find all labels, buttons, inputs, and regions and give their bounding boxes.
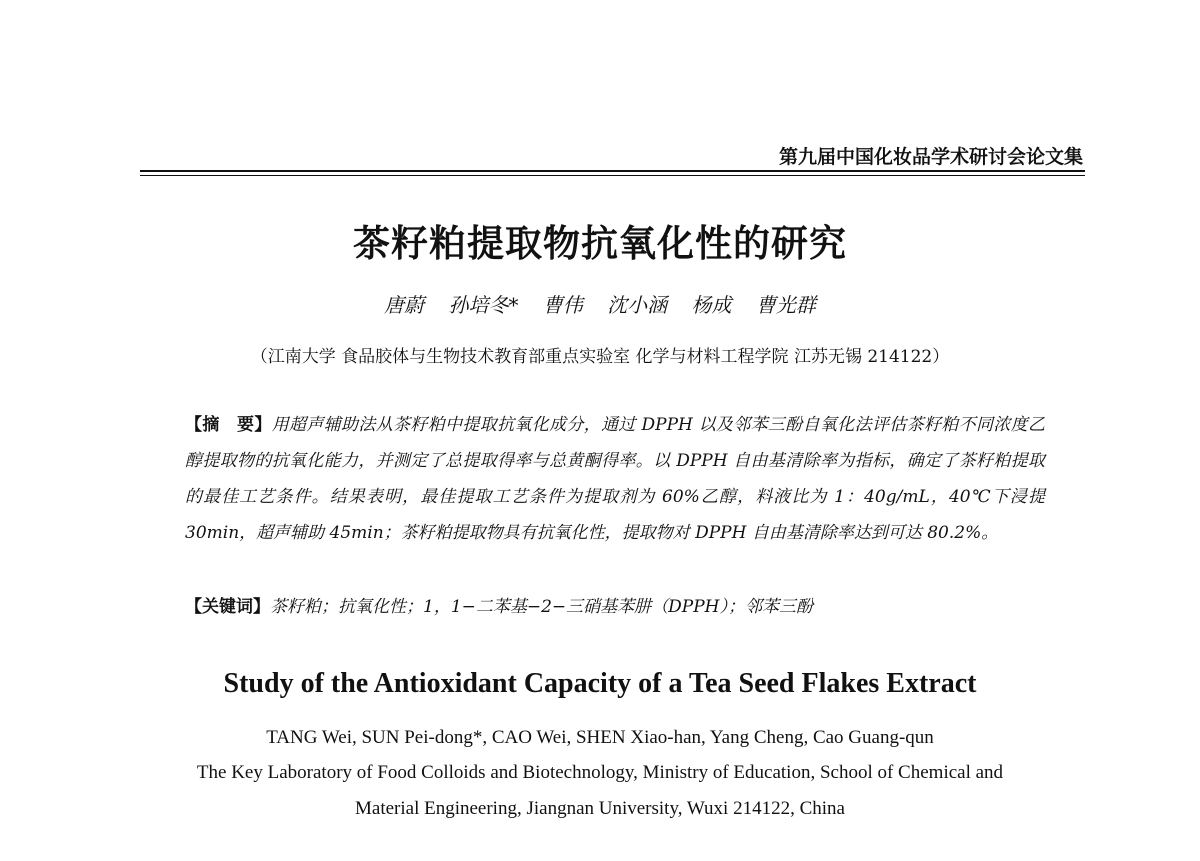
affiliation-cn: （江南大学 食品胶体与生物技术教育部重点实验室 化学与材料工程学院 江苏无锡 214122） xyxy=(250,347,950,367)
affiliation-en-line1: The Key Laboratory of Food Colloids and Biotechnology, Ministry of Education, School of Chemical and xyxy=(196,762,1004,783)
abstract-cn xyxy=(185,407,1045,551)
header-rule xyxy=(140,175,1085,176)
affiliation-en-line2: Material Engineering, Jiangnan University, Wuxi 214122, China xyxy=(355,798,845,819)
abstract-text: 用超声辅助法从茶籽粕中提取抗氧化成分，通过 DPPH 以及邻苯三酚自氧化法评估茶籽粕不同浓度乙醇提取物的抗氧化能力，并测定了总提取得率与总黄酮得率。以 DPPH 自由基清除率为指标，确定了茶籽粕提取的最佳工艺条件。结果表明，最佳提取工艺条件为提取剂为 60%乙醇，料液比为 1：40g/mL，40℃下浸提 30min，超声辅助 45min；茶籽粕提取物具有抗氧化性，提取物对 DPPH 自由基清除率达到可达 80.2%。 xyxy=(185,415,1045,543)
abstract-label: 【摘 要】 xyxy=(185,415,272,435)
running-header xyxy=(140,140,1085,172)
journal-title: 第九届中国化妆品学术研讨会论文集 xyxy=(778,146,1083,168)
keywords-label: 【关键词】 xyxy=(185,597,270,617)
author-list-cn: 唐蔚 孙培冬* 曹伟 沈小涵 杨成 曹光群 xyxy=(384,293,816,317)
paper-title-en: Study of the Antioxidant Capacity of a Tea Seed Flakes Extract xyxy=(223,668,977,699)
keywords-cn xyxy=(185,589,1045,625)
keywords-text: 茶籽粕；抗氧化性；1，1−二苯基−2−三硝基苯肼（DPPH）；邻苯三酚 xyxy=(270,597,814,617)
author-list-en: TANG Wei, SUN Pei-dong*, CAO Wei, SHEN Xiao-han, Yang Cheng, Cao Guang-qun xyxy=(266,727,934,748)
paper-title-cn: 茶籽粕提取物抗氧化性的研究 xyxy=(353,222,847,265)
